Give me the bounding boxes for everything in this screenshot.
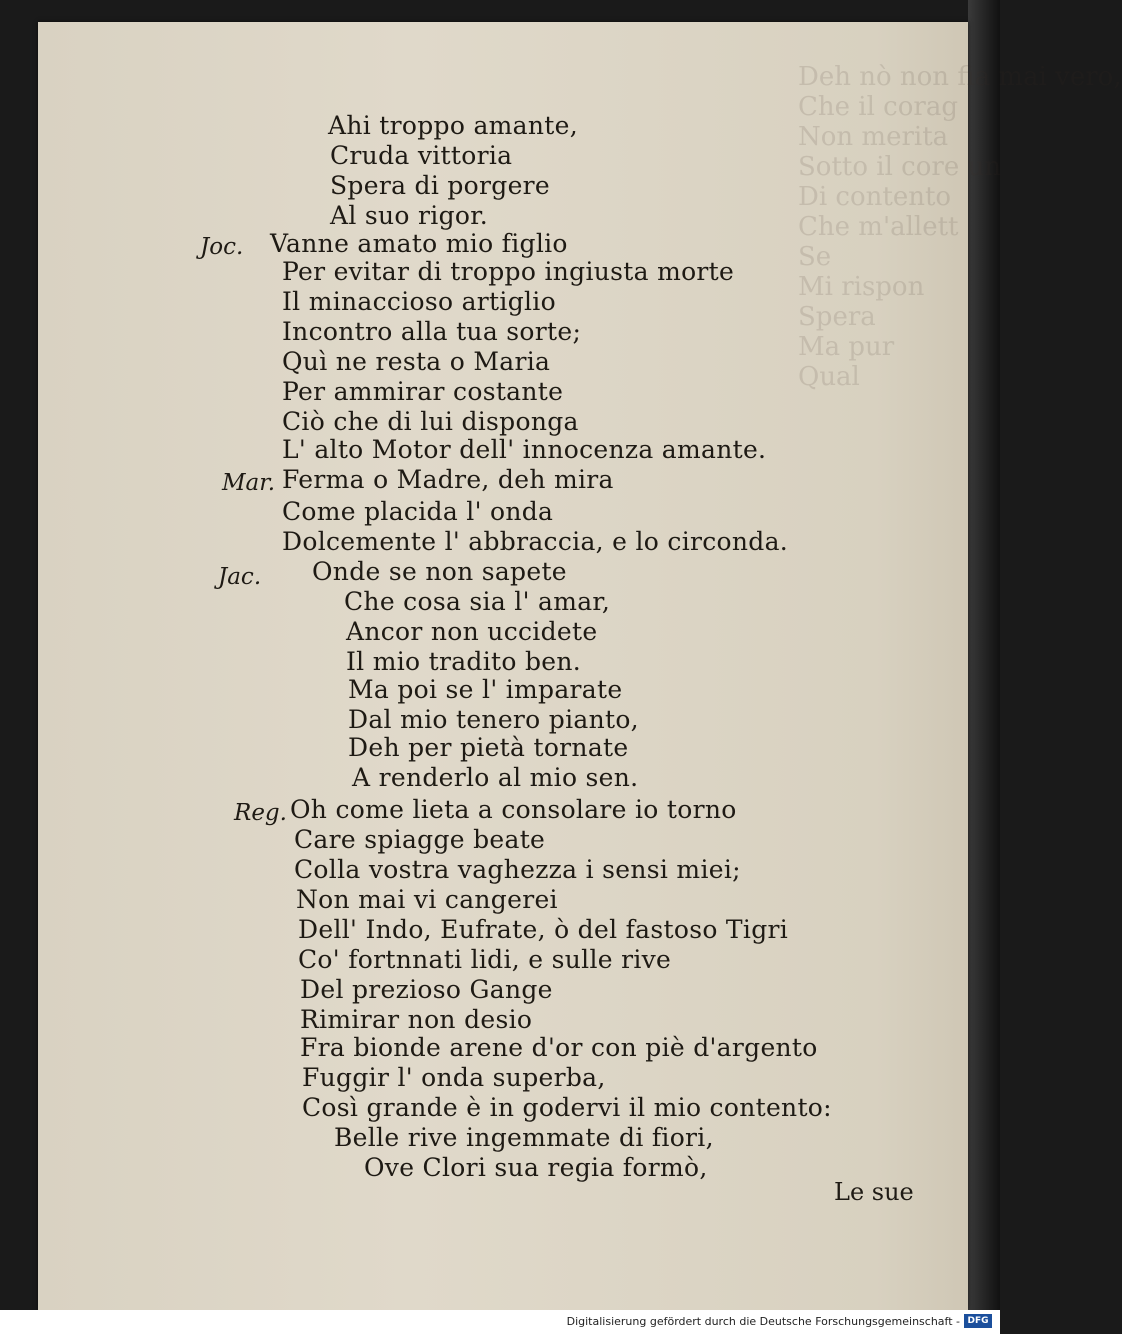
- verse-line: Dal mio tenero pianto,: [348, 705, 639, 734]
- verse-line: Spera di porgere: [330, 171, 551, 200]
- verse-line: Così grande è in godervi il mio contento:: [302, 1093, 832, 1122]
- verse-line: Non mai vi cangerei: [296, 885, 558, 914]
- verse-line: Ciò che di lui disponga: [282, 407, 579, 436]
- verse-line: Ahi troppo amante,: [328, 111, 578, 140]
- verse-line: Ferma o Madre, deh mira: [282, 465, 614, 494]
- verse-line: Belle rive ingemmate di fiori,: [334, 1123, 714, 1152]
- book-gutter: [968, 0, 1000, 1334]
- verse-line: Che cosa sia l' amar,: [344, 587, 611, 616]
- verse-line: Deh per pietà tornate: [348, 733, 629, 762]
- speaker-label: Joc.: [200, 234, 244, 260]
- verse-line: L' alto Motor dell' innocenza amante.: [282, 435, 767, 464]
- verse-line: Ancor non uccidete: [346, 617, 598, 646]
- verse-line: Del prezioso Gange: [300, 975, 553, 1004]
- verse-line: Incontro alla tua sorte;: [282, 317, 582, 346]
- verse-line: Rimirar non desio: [300, 1005, 533, 1034]
- verse-line: Oh come lieta a consolare io torno: [290, 795, 737, 824]
- speaker-label: Jac.: [218, 564, 262, 590]
- verse-line: Care spiagge beate: [294, 825, 546, 854]
- verse-line: Fuggir l' onda superba,: [302, 1063, 606, 1092]
- digitization-footer: [0, 1310, 1000, 1334]
- verse-line: A renderlo al mio sen.: [352, 763, 639, 792]
- verse-line: Ove Clori sua regia formò,: [364, 1153, 708, 1182]
- verse-line: Colla vostra vaghezza i sensi miei;: [294, 855, 741, 884]
- speaker-label: Mar.: [222, 470, 276, 496]
- verse-line: Onde se non sapete: [312, 557, 567, 586]
- verse-line: Ma poi se l' imparate: [348, 675, 623, 704]
- catchword: Le sue: [834, 1178, 914, 1206]
- verse-line: Dell' Indo, Eufrate, ò del fastoso Tigri: [298, 915, 789, 944]
- verse-line: Come placida l' onda: [282, 497, 554, 526]
- dfg-logo: DFG: [964, 1314, 992, 1328]
- verse-line: Dolcemente l' abbraccia, e lo circonda.: [282, 527, 789, 556]
- verse-line: Per evitar di troppo ingiusta morte: [282, 257, 735, 286]
- speaker-label: Reg.: [234, 800, 287, 826]
- footer-credit: Digitalisierung gefördert durch die Deutsche Forschungsgemeinschaft -: [566, 1315, 960, 1328]
- verse-line: Quì ne resta o Maria: [282, 347, 551, 376]
- verse-line: Fra bionde arene d'or con piè d'argento: [300, 1033, 818, 1062]
- verse-line: Per ammirar costante: [282, 377, 564, 406]
- book-page: [38, 22, 1122, 1310]
- verse-line: Il minaccioso artiglio: [282, 287, 556, 316]
- verse-line: Cruda vittoria: [330, 141, 513, 170]
- bleed-through-text: Deh nò non mai vero, Che il corag Non merita Sotto il core Di contento Che m'allett Se Mi rispon Spera Ma pur Qual: [798, 62, 1122, 392]
- verse-line: Vanne amato mio figlio: [270, 229, 568, 258]
- verse-line: Il mio tradito ben.: [346, 647, 582, 676]
- verse-line: Co' fortnnati lidi, e sulle rive: [298, 945, 672, 974]
- verse-line: Al suo rigor.: [330, 201, 488, 230]
